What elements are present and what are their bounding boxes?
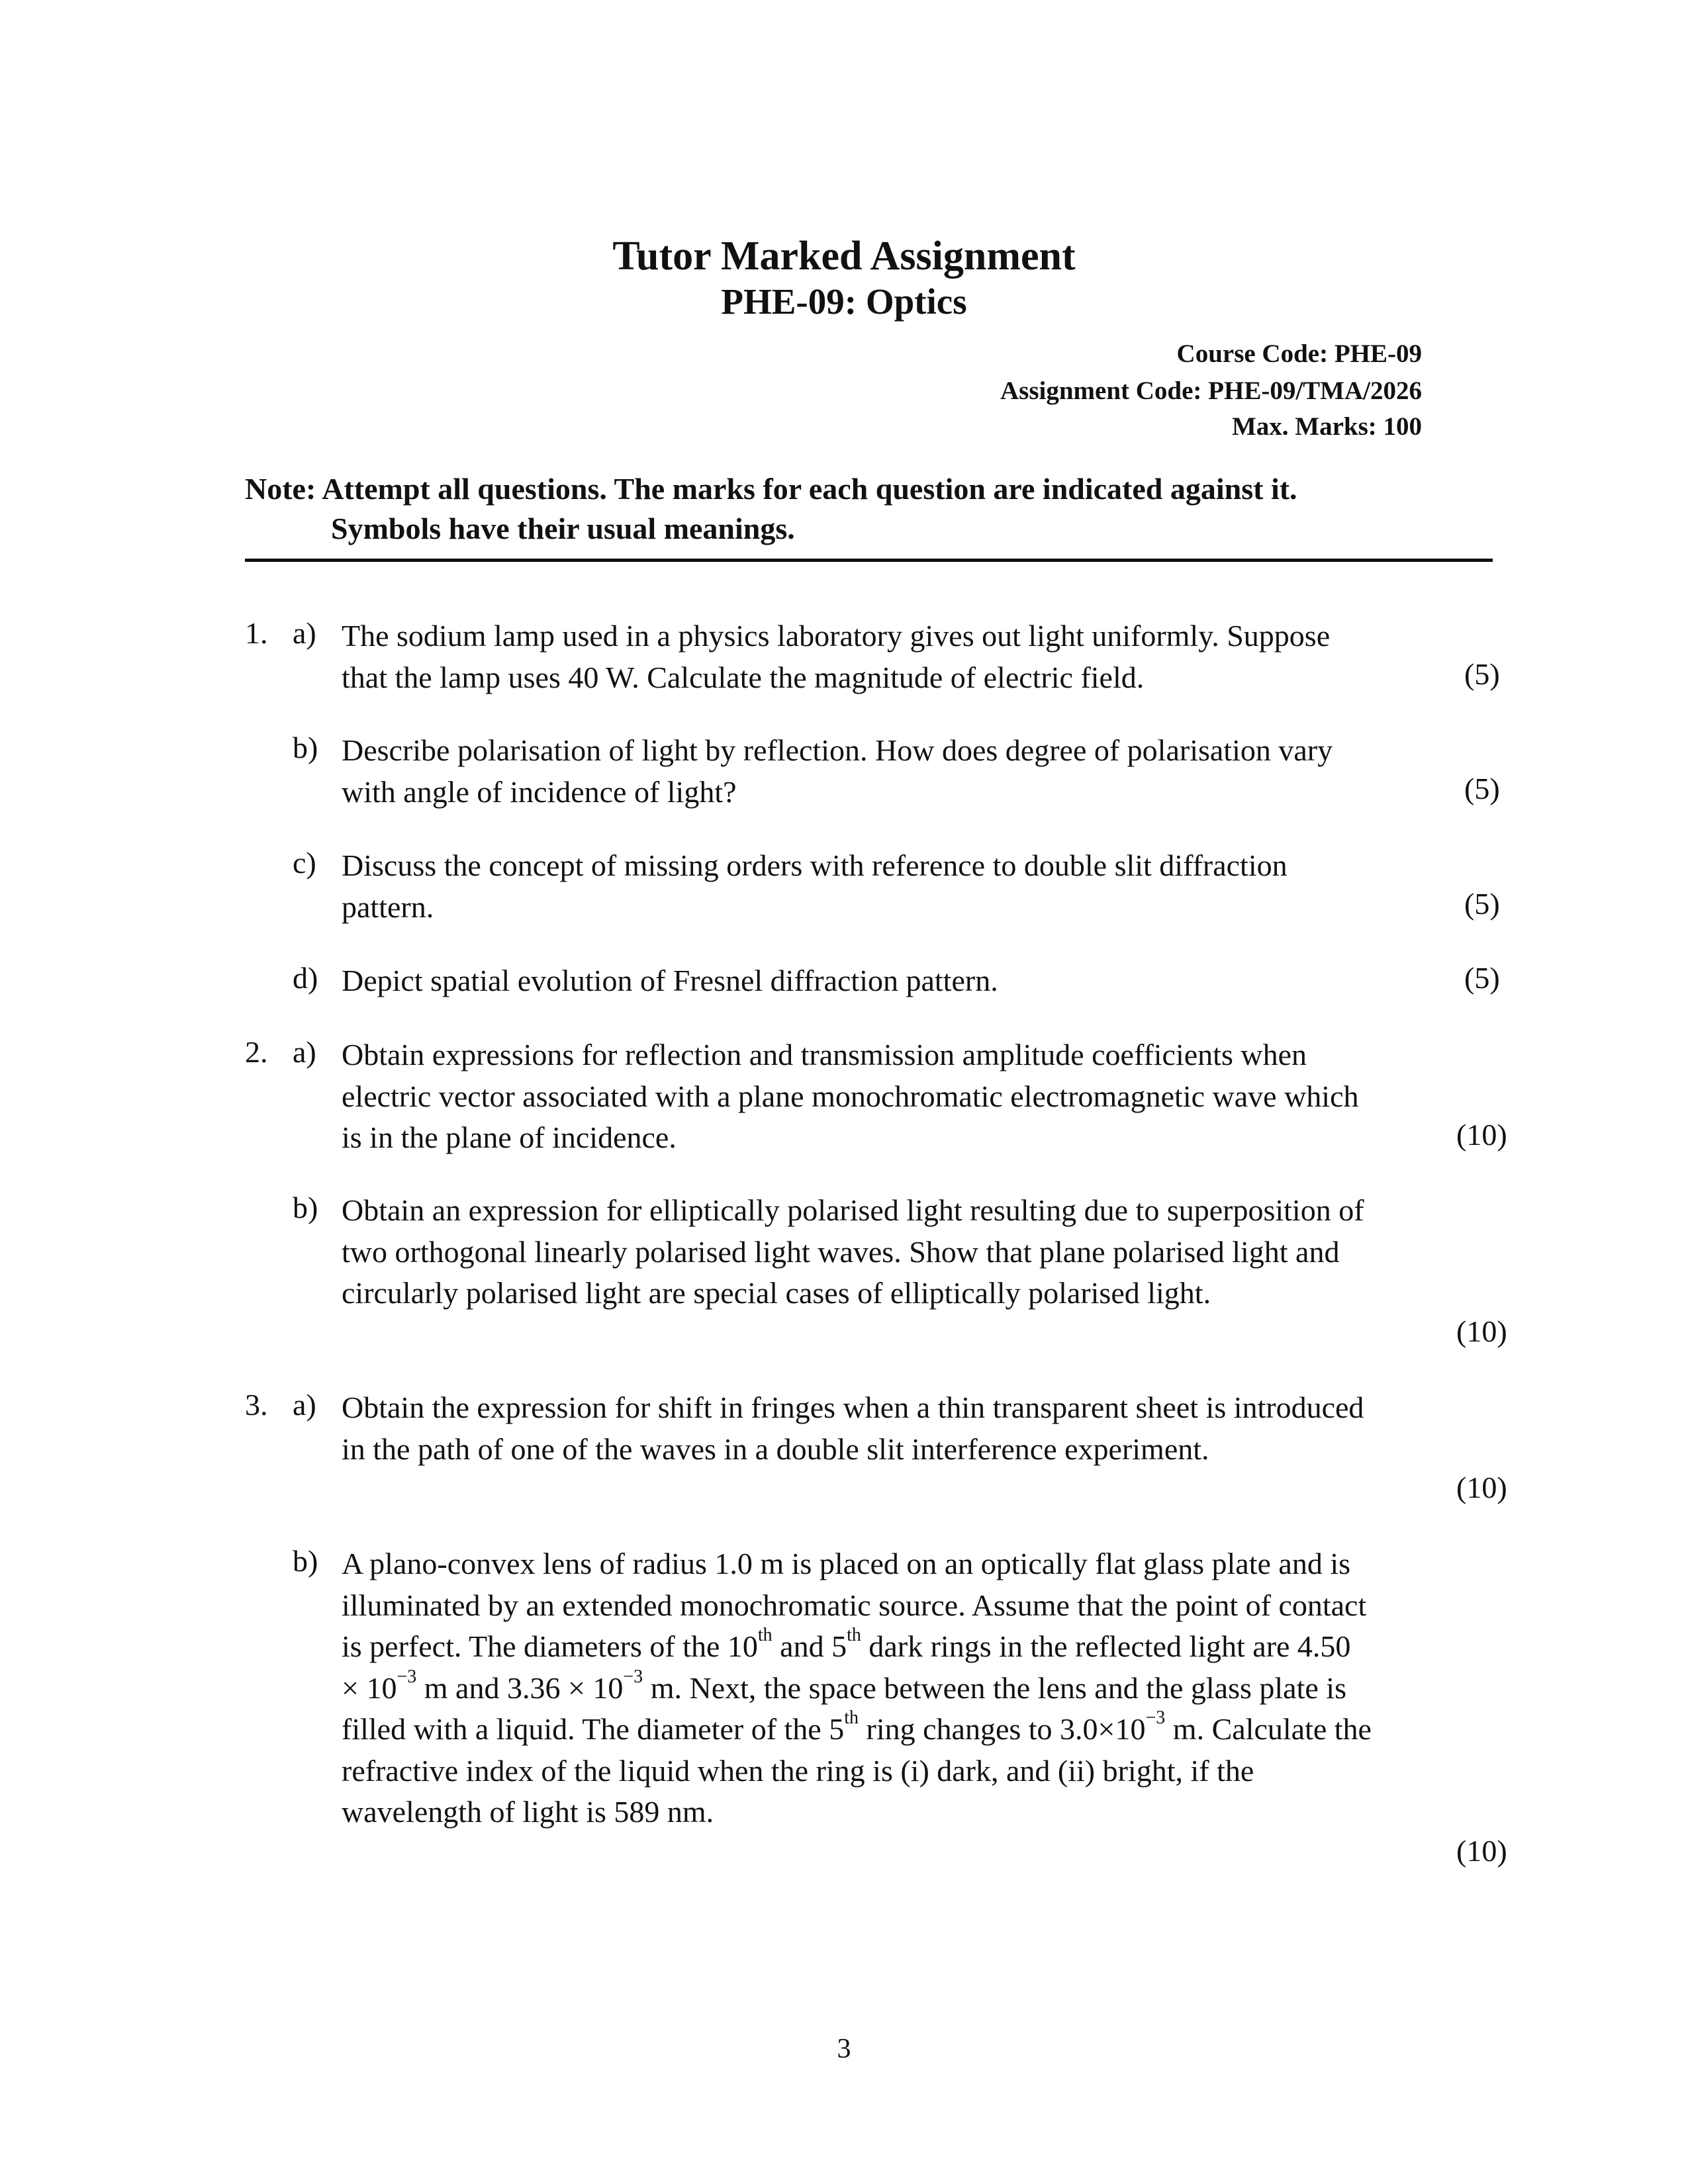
question-1b-marks: (5) — [1464, 772, 1500, 805]
question-1d-marks: (5) — [1464, 961, 1500, 995]
question-1b-label: b) — [293, 731, 318, 764]
question-3a-label: a) — [293, 1388, 316, 1422]
question-3b-text-part: A plano-convex lens of radius 1.0 m is placed on an optically flat glass plate and is illuminated by an extended monochromatic source. Assume that the point of contact is perfect. The diameters of the 10 — [342, 1547, 1367, 1663]
question-3b-text-part: m. Next, the space between the lens and the glass plate is filled with a liquid. The diameter of the 5 — [342, 1670, 1346, 1746]
question-2b-label: b) — [293, 1191, 318, 1224]
course-code: Course Code: PHE-09 — [1176, 340, 1422, 368]
question-2a-marks: (10) — [1456, 1118, 1507, 1152]
question-3a-text: Obtain the expression for shift in fringes when a thin transparent sheet is introduced in the path of one of the waves in a double slit interference experiment. — [342, 1390, 1364, 1466]
document-subtitle: PHE-09: Optics — [721, 281, 967, 322]
question-1d-text: Depict spatial evolution of Fresnel diffraction pattern. — [342, 964, 998, 997]
question-1a-label: a) — [293, 616, 316, 650]
question-1a-text: The sodium lamp used in a physics laboratory gives out light uniformly. Suppose that the lamp uses 40 W. Calculate the magnitude of electric field. — [342, 619, 1331, 694]
question-2-number: 2. — [245, 1035, 268, 1069]
horizontal-divider — [245, 559, 1493, 562]
superscript-exponent: −3 — [623, 1666, 643, 1687]
question-1b-text: Describe polarisation of light by reflection. How does degree of polarisation vary with angle of incidence of light? — [342, 733, 1333, 809]
document-title: Tutor Marked Assignment — [612, 234, 1076, 279]
question-3a-marks: (10) — [1456, 1471, 1507, 1504]
question-2b-text: Obtain an expression for elliptically polarised light resulting due to superposition of two orthogonal linearly polarised light waves. Show that plane polarised light and circularly polarised light are special cases of elliptically polarised light. — [342, 1193, 1364, 1310]
question-3b-label: b) — [293, 1544, 318, 1578]
question-3b-text-part: dark rings in the reflected light are 4.50 × 10 — [342, 1629, 1351, 1705]
superscript-exponent: −3 — [397, 1666, 417, 1687]
question-3b-text — [342, 1543, 1374, 1833]
note-line-1: Note: Attempt all questions. The marks for each question are indicated against it. — [245, 472, 1297, 506]
superscript-th: th — [847, 1625, 861, 1646]
assignment-code: Assignment Code: PHE-09/TMA/2026 — [1000, 377, 1422, 405]
question-1d-label: d) — [293, 961, 318, 995]
question-2b-marks: (10) — [1456, 1314, 1507, 1348]
question-2a-label: a) — [293, 1035, 316, 1069]
question-1a-marks: (5) — [1464, 657, 1500, 691]
question-3b-text-part: and 5 — [772, 1629, 847, 1663]
superscript-th: th — [757, 1625, 773, 1646]
superscript-th: th — [844, 1707, 859, 1729]
question-3b-text-part: ring changes to 3.0×10 — [859, 1712, 1146, 1746]
question-3b-text-part: m. Calculate the refractive index of the liquid when the ring is (i) dark, and (ii) bright, if the wavelength of light is 589 nm. — [342, 1712, 1372, 1829]
note-line-2-text: Symbols have their usual meanings. — [331, 512, 795, 545]
max-marks: Max. Marks: 100 — [1231, 412, 1422, 441]
question-1c-marks: (5) — [1464, 887, 1500, 921]
question-1c-label: c) — [293, 846, 316, 880]
question-3b-marks: (10) — [1456, 1834, 1507, 1868]
question-1c-text: Discuss the concept of missing orders with reference to double slit diffraction pattern. — [342, 848, 1288, 924]
question-3-number: 3. — [245, 1388, 268, 1422]
question-1-number: 1. — [245, 616, 268, 650]
question-3b-text-part: m and 3.36 × 10 — [416, 1670, 624, 1705]
superscript-exponent: −3 — [1145, 1707, 1166, 1729]
page-number: 3 — [837, 2034, 851, 2064]
question-2a-text: Obtain expressions for reflection and transmission amplitude coefficients when electric vector associated with a plane monochromatic electromagnetic wave which is in the plane of incidence. — [342, 1038, 1359, 1154]
note-line-2 — [245, 511, 795, 546]
